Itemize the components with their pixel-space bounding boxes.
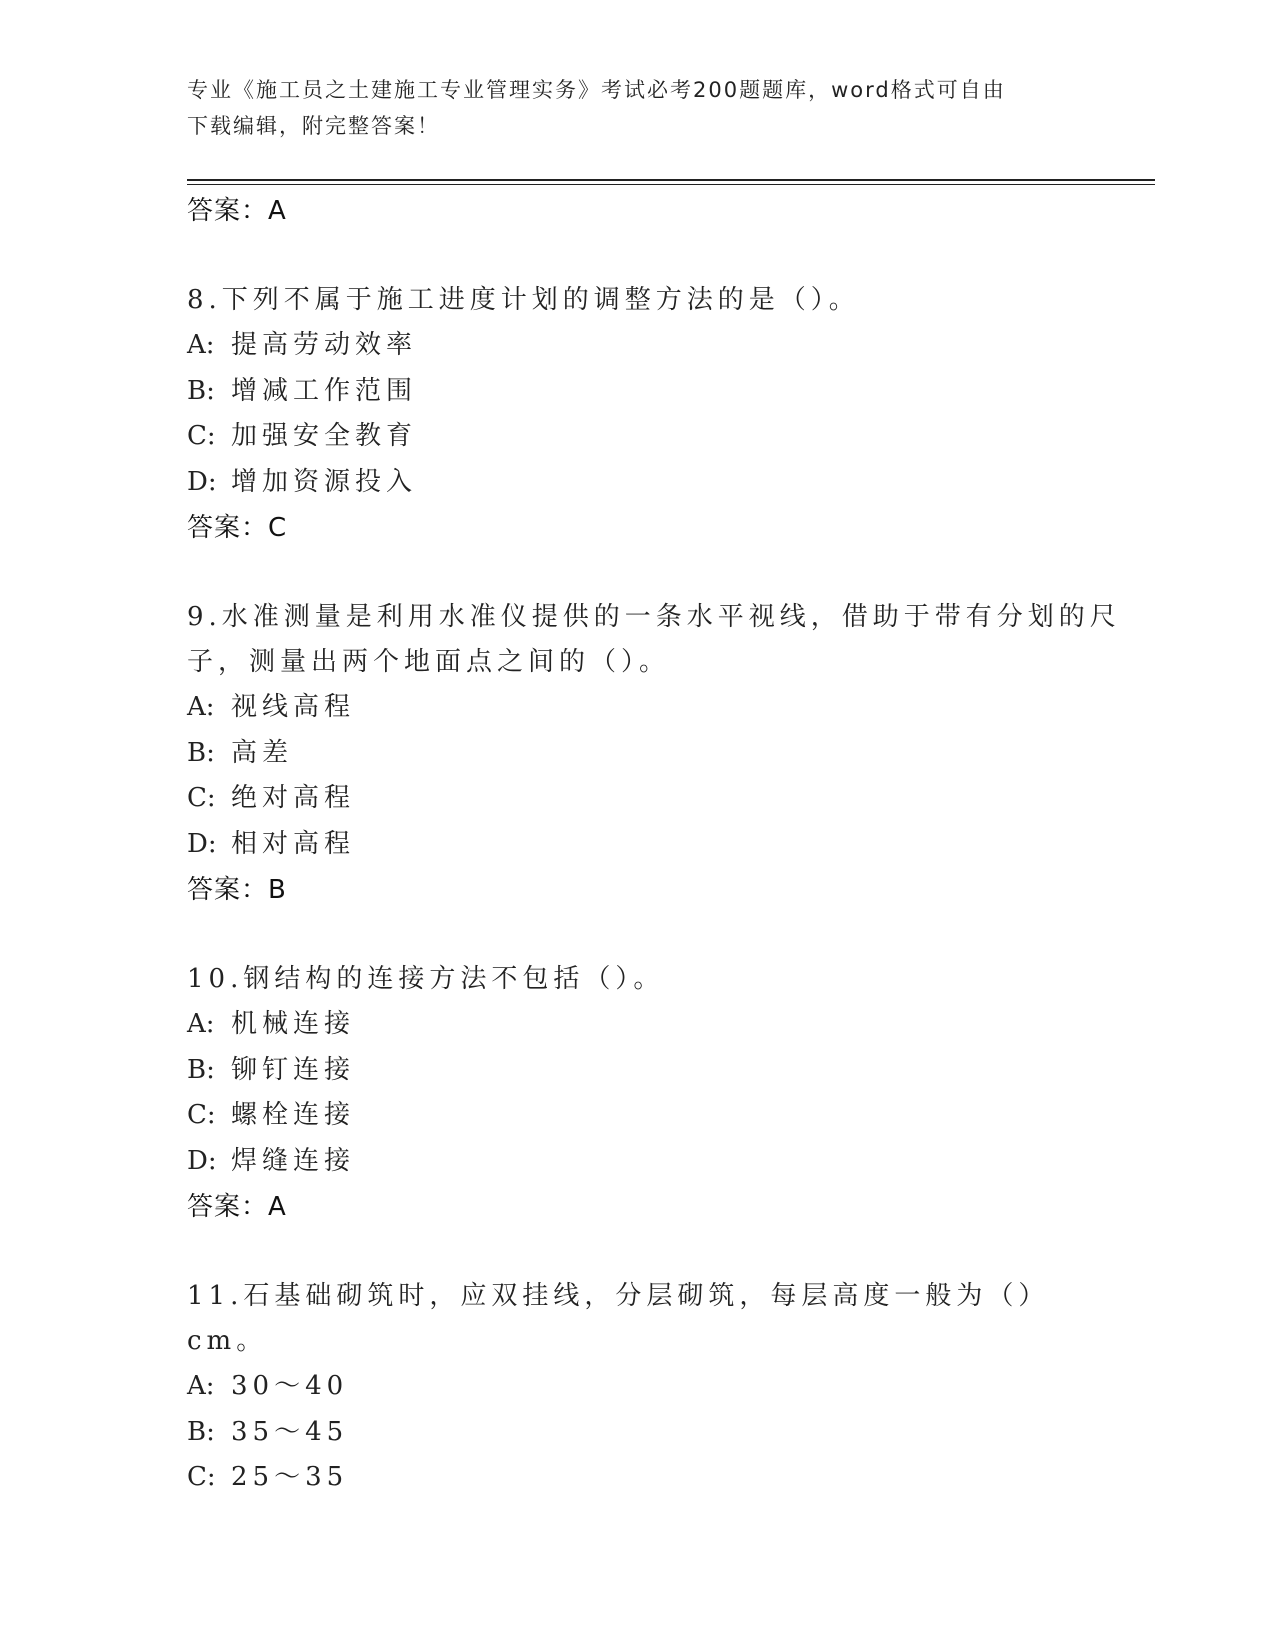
answer-line: 答案：C [187, 513, 288, 543]
question-text-continued: 子，测量出两个地面点之间的（）。 [187, 647, 671, 677]
option-letter: D: [187, 1145, 217, 1176]
option-b [187, 731, 1127, 777]
option-letter: C: [187, 783, 216, 813]
option-b [187, 1410, 1127, 1456]
answer-line: 答案：A [187, 1192, 287, 1222]
option-a [187, 1002, 1127, 1048]
question-block [187, 1274, 1127, 1501]
option-a [187, 685, 1127, 731]
question-text: 11.石基础砌筑时，应双挂线，分层砌筑，每层高度一般为（）cm。 [187, 1281, 1050, 1356]
option-letter: A: [187, 692, 215, 722]
option-letter: A: [187, 1009, 215, 1039]
spacer [187, 551, 1127, 595]
option-text: 加强安全教育 [231, 421, 418, 451]
option-letter: B: [187, 1054, 215, 1085]
option-d [187, 460, 1127, 506]
option-letter: C: [187, 1462, 216, 1492]
header-line-1: 专业《施工员之土建施工专业管理实务》考试必考200题题库，word格式可自由 [187, 78, 1006, 102]
option-text: 视线高程 [231, 692, 356, 722]
option-letter: C: [187, 1100, 216, 1130]
question-block [187, 957, 1127, 1230]
question-text: 9.水准测量是利用水准仪提供的一条水平视线，借助于带有分划的尺 [187, 602, 1121, 632]
option-text: 高差 [231, 737, 294, 768]
option-letter: D: [187, 828, 217, 859]
option-text: 焊缝连接 [231, 1145, 356, 1176]
option-text: 增加资源投入 [231, 466, 418, 497]
option-letter: B: [187, 375, 215, 406]
spacer [187, 1230, 1127, 1274]
option-text: 提高劳动效率 [231, 330, 418, 360]
option-a [187, 1364, 1127, 1410]
option-text: 螺栓连接 [231, 1100, 356, 1130]
header-line-2: 下载编辑，附完整答案！ [187, 114, 440, 138]
header-rule-thick [187, 179, 1155, 181]
option-b [187, 369, 1127, 415]
option-text: 绝对高程 [231, 783, 356, 813]
option-c [187, 1093, 1127, 1139]
question-block [187, 278, 1127, 551]
answer-line: 答案：B [187, 875, 287, 905]
option-d [187, 1139, 1127, 1185]
option-text: 30～40 [231, 1371, 349, 1401]
question-list [187, 188, 1127, 1501]
option-text: 铆钉连接 [231, 1054, 356, 1085]
option-letter: C: [187, 421, 216, 451]
spacer [187, 913, 1127, 957]
option-text: 25～35 [231, 1462, 349, 1492]
option-c [187, 1455, 1127, 1501]
spacer [187, 234, 1127, 278]
option-b [187, 1048, 1127, 1094]
option-text: 增减工作范围 [231, 375, 418, 406]
option-letter: A: [187, 1371, 215, 1401]
header-rule-thin [187, 184, 1155, 185]
option-d [187, 822, 1127, 868]
option-text: 相对高程 [231, 828, 356, 859]
option-text: 机械连接 [231, 1009, 356, 1039]
option-a [187, 323, 1127, 369]
option-text: 35～45 [231, 1416, 349, 1447]
option-letter: B: [187, 1416, 215, 1447]
document-header [187, 72, 1087, 144]
option-c [187, 414, 1127, 460]
option-letter: A: [187, 330, 215, 360]
question-text: 8.下列不属于施工进度计划的调整方法的是（）。 [187, 285, 860, 315]
answer-line: 答案：A [187, 196, 287, 226]
option-c [187, 776, 1127, 822]
option-letter: D: [187, 466, 217, 497]
option-letter: B: [187, 737, 215, 768]
question-block [187, 595, 1127, 913]
question-text: 10.钢结构的连接方法不包括（）。 [187, 964, 665, 994]
